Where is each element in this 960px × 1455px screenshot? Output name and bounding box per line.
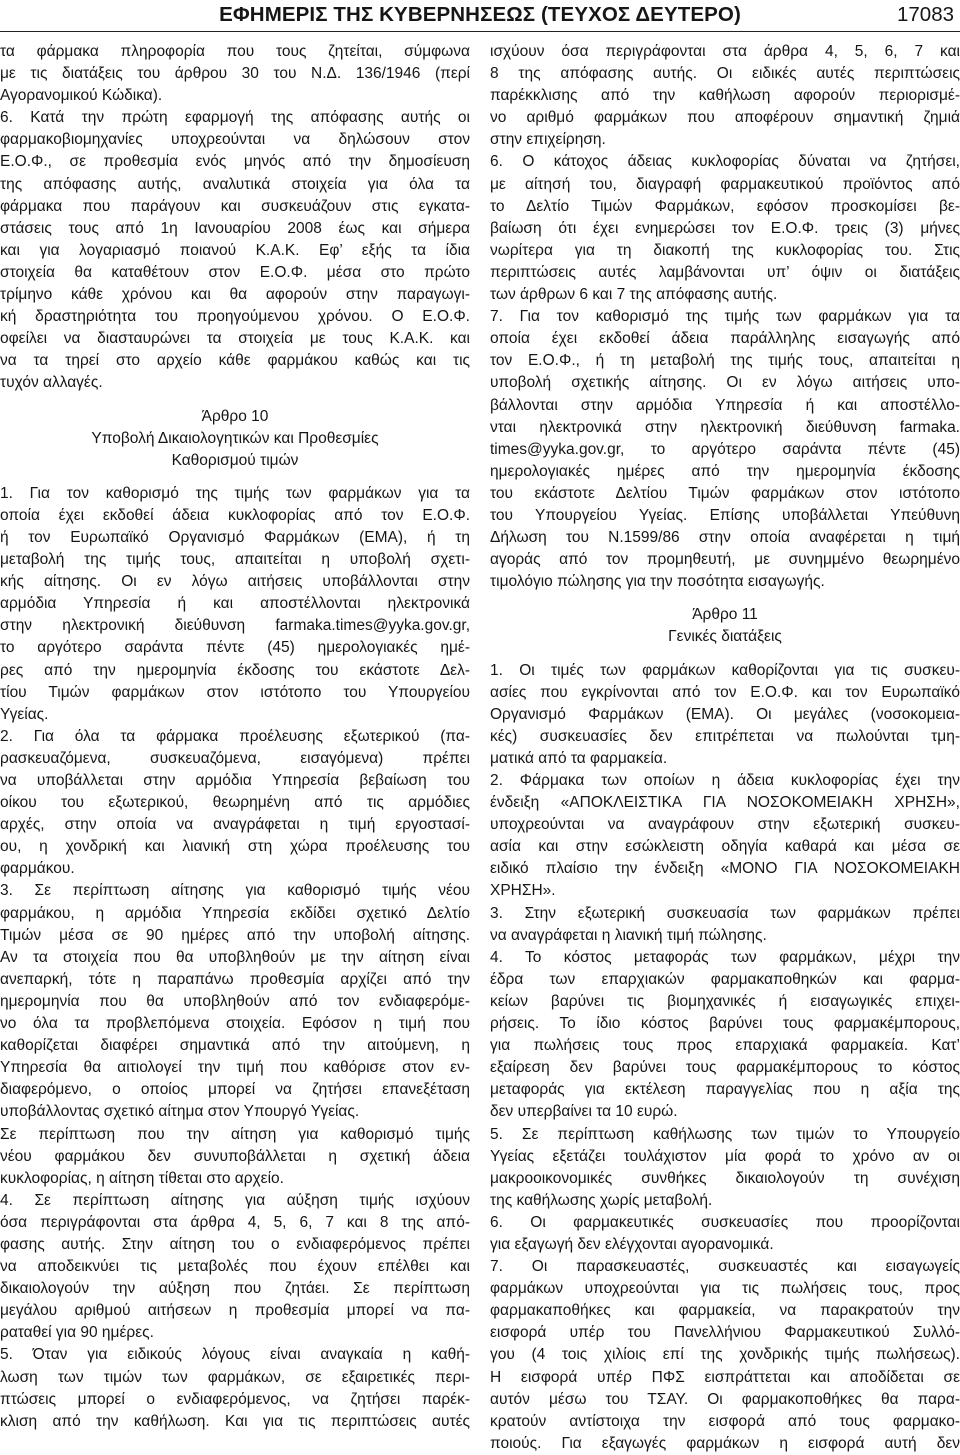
text-line: φαρμάκων υποχρεούνται για τις πωλήσεις τους, προς [490,1280,960,1298]
text-line: του Υπουργείου Υγείας. Επίσης υποβάλλεται Υπεύθυνη [490,506,960,524]
text-line: φαρμάκου. [0,860,75,878]
text-line: με τις διατάξεις του άρθρου 30 του Ν.Δ. 136/1946 (περί [0,65,470,83]
text-line: Αν τα στοιχεία που θα υποβληθούν με την αίτηση είναι [0,948,470,966]
text-line: αρχές, στην οποία να αναγράφεται η τιμή εργοστασί- [0,816,470,834]
text-line: 7. Οι παρασκευαστές, συσκευαστές και εισαγωγείς [490,1258,960,1276]
text-line: 7. Για τον καθορισμό της τιμής των φαρμάκων για τα [490,308,960,326]
text-line: εξαίρεση δεν βαρύνει τους φαρμακέμπορους το κόστος [490,1059,960,1077]
text-line: οποία έχει εκδοθεί άδεια παράλληλης εισαγωγής από [490,330,960,348]
text-line: κής αίτησης. Οι εν λόγω αιτήσεις υποβάλλονται στην [0,573,470,591]
text-line: μεταφοράς για εκτέλεση παραγγελίας που η αξία της [490,1081,960,1099]
text-line: ισχύουν όσα περιγράφονται στα άρθρα 4, 5, 6, 7 και [490,43,960,60]
text-line: ημερολογιακές ημέρες από την ημερομηνία έκδοσης [490,462,960,480]
text-line: τον Ε.Ο.Φ., ή τη μεταβολή της τιμής τους, απαιτείται η [490,352,960,370]
text-line: να αποδεικνύει τις μεταβολές που έχουν επέλθει και [0,1258,470,1276]
text-line: φαρμακοβιομηχανίες υποχρεούνται να δηλώσουν στον [0,131,470,149]
text-line: 6. Κατά την πρώτη εφαρμογή της απόφασης αυτής οι [0,109,470,127]
text-line: Οργανισμό Φαρμάκων (ΕΜΑ). Οι μεγάλες (νοσοκομεια- [490,705,960,723]
text-line: νωρίτερα για τη διακοπή της κυκλοφορίας του. Στις [490,241,960,259]
text-line: ασίες που εγκρίνονται από τον Ε.Ο.Φ. και τον Ευρωπαϊκό [490,683,960,701]
text-line: times@yyka.gov.gr, το αργότερο σαράντα πέντε (45) [490,440,960,458]
text-line: Η εισφορά υπέρ ΠΦΣ εισπράττεται και αποδίδεται σε [490,1368,960,1386]
text-line: κυκλοφορίας, η αίτηση τίθεται στο αρχείο. [0,1169,284,1187]
text-line: 6. Ο κάτοχος άδειας κυκλοφορίας δύναται να ζητήσει, [490,153,960,171]
text-line: κή δραστηριότητα του προηγούμενου χρόνου. Ο Ε.Ο.Φ. [0,308,470,326]
text-line: ματικά από τα φαρμακεία. [490,749,668,767]
text-line: τρίμηνο κάθε χρόνου και θα αφορούν στην παραγωγι- [0,286,470,304]
left-column [0,41,470,1433]
text-line: κείων βαρύνει τις βιομηχανικές ή εισαγωγικές επιχει- [490,992,960,1010]
text-line: ραταθεί για 90 ημέρες. [0,1324,154,1342]
page-header [0,0,960,30]
text-line: όσα περιγράφονται στα άρθρα 4, 5, 6, 7 και 8 της από- [0,1213,470,1231]
text-line: 8 της απόφασης αυτής. Οι ειδικές αυτές περιπτώσεις [490,65,960,83]
section-heading-line: Άρθρο 11 [692,606,758,624]
text-line: στάσεις τους από 1η Ιανουαρίου 2008 έως και σήμερα [0,219,470,237]
text-line: να υποβάλλεται στην αρμόδια Υπηρεσία βεβαίωση του [0,772,470,789]
text-line: αρμόδια Υπηρεσία ή και αποστέλλονται ηλεκτρονικά [0,595,470,613]
text-line: στοιχεία θα καταθέτουν στον Ε.Ο.Φ. μέσα στο πρώτο [0,263,470,281]
page-number: 17083 [896,3,954,26]
text-line: νο όλα τα προβλεπόμενα στοιχεία. Εφόσον η τιμή που [0,1015,470,1033]
text-line: ΧΡΗΣΗ». [490,882,556,900]
section-heading-line: Υποβολή Δικαιολογητικών και Προθεσμίες [91,429,379,447]
text-line: Δήλωση του Ν.1599/86 στην οποία αναφέρεται η τιμή [490,529,960,547]
text-line: μακροοικονομικές συνθήκες δικαιολογούν τη συνέχιση [490,1169,960,1187]
text-line: αυτόν μέσω του ΤΣΑΥ. Οι φαρμακοποθήκες θα παρα- [490,1390,960,1408]
text-line: και για λογαριασμό ποιανού Κ.Α.Κ. Εφ’ εξής τα ίδια [0,241,470,259]
text-line: Ε.Ο.Φ., σε προθεσμία ενός μηνός από την δημοσίευση [0,153,470,171]
text-line: για πωλήσεις τους προς επαρχιακά φαρμακεία. Κατ’ [490,1037,960,1055]
text-line: φαρμάκου, η αρμόδια Υπηρεσία εκδίδει σχετικό Δελτίο [0,904,470,922]
text-line: τιμολόγιο πώλησης για την ποσότητα εισαγωγής. [490,573,825,591]
text-line: 6. Οι φαρμακευτικές συσκευασίες που προορίζονται [490,1213,960,1231]
text-line: οίκου του εξωτερικού, θεωρημένη από τις αρμόδιες [0,794,470,812]
text-line: στην ηλεκτρονική διεύθυνση farmaka.times@yyka.gov.gr, [0,617,470,635]
text-line: ρασκευαζόμενα, συσκευαζόμενα, εισαγόμενα) πρέπει [0,749,470,767]
text-line: φάρμακα που παράγουν και συσκευάζουν στις εγκατα- [0,197,470,215]
text-line: ρες από την ημερομηνία έκδοσης του εκάστοτε Δελ- [0,661,470,679]
text-line: αγοράς από τον προμηθευτή, με συνημμένο θεωρημένο [490,551,960,569]
text-line: του εκάστοτε Δελτίου Τιμών φαρμάκων στον ιστότοπο [490,484,960,502]
text-line: Υγείας εξετάζει τουλάχιστον μία φορά το χρόνο αν οι [490,1147,960,1165]
text-line: 4. Το κόστος μεταφοράς των φαρμάκων, μέχρι την [490,948,960,966]
text-line: κές) συσκευασίες δεν επιτρέπεται να πωλούνται τμη- [490,727,960,745]
text-line: τυχόν αλλαγές. [0,374,103,392]
text-line: Τιμών μέσα σε 90 ημέρες από την υποβολή αίτησης. [0,926,470,944]
text-line: υποχρεούνται να αναγράφουν στην εξωτερική συσκευ- [490,816,960,834]
text-line: των άρθρων 6 και 7 της απόφασης αυτής. [490,286,778,304]
text-line: 3. Στην εξωτερική συσκευασία των φαρμάκων πρέπει [490,904,960,922]
text-line: νο αριθμό φαρμάκων που αποφέρουν σημαντική ζημιά [490,109,960,127]
right-column [490,41,960,1455]
text-line: ποιούς. Για εξαγωγές φαρμάκων η εισφορά αυτή δεν [490,1434,960,1452]
text-line: τα φάρμακα πληροφορία που τους ζητείται, σύμφωνα [0,43,470,60]
text-line: φασης αυτής. Στην αίτηση του ο ενδιαφερόμενος πρέπει [0,1235,470,1253]
text-line: καθορίζεται διαφέρει σημαντικά από την αιτούμενη, η [0,1037,470,1055]
header-divider [0,31,960,32]
text-line: της καθήλωσης χωρίς μεταβολή. [490,1191,713,1209]
text-line: έδρα των επαρχιακών φαρμακαποθηκών και φαρμα- [490,970,960,988]
text-line: υποβολή σχετικής αίτησης. Οι εν λόγω αιτήσεις υπο- [490,374,960,392]
gazette-title: ΕΦΗΜΕΡΙΣ ΤΗΣ ΚΥΒΕΡΝΗΣΕΩΣ (ΤΕΥΧΟΣ ΔΕΥΤΕΡΟ) [219,3,741,26]
text-line: εισφορά υπέρ του Πανελλήνιου Φαρμακευτικού Συλλό- [490,1324,960,1342]
text-line: το Δελτίο Τιμών Φαρμάκων, εφόσον προσκομίσει βε- [490,197,960,215]
text-line: μεταβολή της τιμής τους, απαιτείται η υποβολή σχετι- [0,551,470,569]
text-line: κρατούν αντίστοιχα την εισφορά από τους φαρμακο- [490,1412,960,1430]
text-line: νται ηλεκτρονικά στην ηλεκτρονική διεύθυνση farmaka. [490,418,960,436]
text-line: νέου φαρμάκου δεν συνυποβάλλεται η σχετική άδεια [0,1147,470,1165]
text-line: 4. Σε περίπτωση αίτησης για αύξηση τιμής ισχύουν [0,1191,470,1209]
text-line: 2. Για όλα τα φάρμακα προέλευσης εξωτερικού (πα- [0,727,470,745]
text-line: Υπηρεσία θα αιτιολογεί την τιμή που καθόρισε στον εν- [0,1059,470,1077]
text-line: 2. Φάρμακα των οποίων η άδεια κυκλοφορίας έχει την [490,772,960,789]
text-line: να τα τηρεί στο αρχείο κάθε φαρμάκου καθώς και τις [0,352,470,370]
text-line: να αναγράφεται η λιανική τιμή πώλησης. [490,926,767,944]
text-line: 5. Όταν για ειδικούς λόγους είναι αναγκαία η καθή- [0,1346,470,1364]
text-line: τίου Τιμών φαρμάκων στον ιστότοπο του Υπουργείου [0,683,470,701]
text-line: γου (4 τοις χιλίοις επί της χονδρικής τιμής πωλήσεως). [490,1346,960,1364]
text-line: βάλλονται στην αρμόδια Υπηρεσία ή και αποστέλλο- [490,396,960,414]
text-line: βαίωση ότι έχει ενημερώσει τον Ε.Ο.Φ. τρεις (3) μήνες [490,219,960,237]
text-line: 1. Για τον καθορισμό της τιμής των φαρμάκων για τα [0,484,470,502]
text-line: ασία και στην εσώκλειστη οδηγία καθαρά και μέσα σε [490,838,960,856]
section-heading-line: Άρθρο 10 [201,407,269,425]
text-line: πτώσεις μπορεί ο ενδιαφερόμενος, να ζητήσει παρέκ- [0,1390,470,1408]
text-line: 3. Σε περίπτωση αίτησης για καθορισμό τιμής νέου [0,882,470,900]
text-line: δεν υπερβαίνει τα 10 ευρώ. [490,1103,678,1121]
text-line: παρέκκλισης από την καθήλωση αφορούν περιορισμέ- [490,87,960,105]
text-line: Σε περίπτωση που την αίτηση για καθορισμό τιμής [0,1125,470,1143]
text-line: διαφερόμενο, ο οποίος μπορεί να ζητήσει επανεξέταση [0,1081,470,1099]
text-line: το αργότερο σαράντα πέντε (45) ημερολογιακές ημέ- [0,639,470,657]
text-line: ανεπαρκή, τότε η παραπάνω προθεσμία αρχίζει από την [0,970,470,988]
text-line: ου, η χονδρική και λιανική στη χώρα προέλευσης του [0,838,470,856]
text-line: ειδικό πλαίσιο την ένδειξη «ΜΟΝΟ ΓΙΑ ΝΟΣΟΚΟΜΕΙΑΚΗ [490,860,960,878]
text-line: με αίτησή του, διαγραφή φαρμακευτικού προϊόντος από [490,175,960,193]
text-line: φαρμακαποθήκες και φαρμακεία, να παρακρατούν την [490,1302,960,1320]
text-line: δικαιολογούν την αύξηση που ζητάει. Σε περίπτωση [0,1280,470,1298]
text-line: περιπτώσεις αυτές λαμβάνονται υπ’ όψιν οι διατάξεις [490,263,960,281]
text-line: της απόφασης αυτής, αναλυτικά στοιχεία για όλα τα [0,175,470,193]
text-line: 5. Σε περίπτωση καθήλωσης των τιμών το Υπουργείο [490,1125,960,1143]
text-line: λωση των τιμών των φαρμάκων, σε εξαιρετικές περι- [0,1368,470,1386]
text-line: ρήσεις. Το ίδιο κόστος βαρύνει τους φαρμακέμπορους, [490,1015,960,1033]
section-heading-line: Γενικές διατάξεις [668,628,782,646]
text-line: μεγάλου αριθμού αιτήσεων η προθεσμία μπορεί να πα- [0,1302,470,1320]
text-line: στην επιχείρηση. [490,131,606,149]
text-line: Υγείας. [0,705,49,723]
text-line: 1. Οι τιμές των φαρμάκων καθορίζονται για τις συσκευ- [490,661,960,679]
section-heading-line: Καθορισμού τιμών [171,451,299,469]
text-line: ημερομηνία που θα υποβληθούν από τον ενδιαφερόμε- [0,992,470,1010]
text-line: κλιση από την καθήλωση. Και για τις περιπτώσεις αυτές [0,1412,470,1430]
text-line: για εξαγωγή δεν ελέγχονται αγορανομικά. [490,1235,774,1253]
text-line: ή τον Ευρωπαϊκό Οργανισμό Φαρμάκων (ΕΜΑ), ή τη [0,528,470,546]
text-line: Αγορανομικού Κώδικα). [0,87,163,105]
text-line: υποβάλλοντας σχετικό αίτημα στον Υπουργό Υγείας. [0,1103,360,1121]
text-line: ένδειξη «ΑΠΟΚΛΕΙΣΤΙΚΑ ΓΙΑ ΝΟΣΟΚΟΜΕΙΑΚΗ ΧΡΗΣΗ», [490,794,960,812]
text-line: οφείλει να διασταυρώνει τα στοιχεία με τους Κ.Α.Κ. και [0,330,470,348]
text-line: οποία έχει εκδοθεί άδεια κυκλοφορίας από τον Ε.Ο.Φ. [0,506,470,524]
